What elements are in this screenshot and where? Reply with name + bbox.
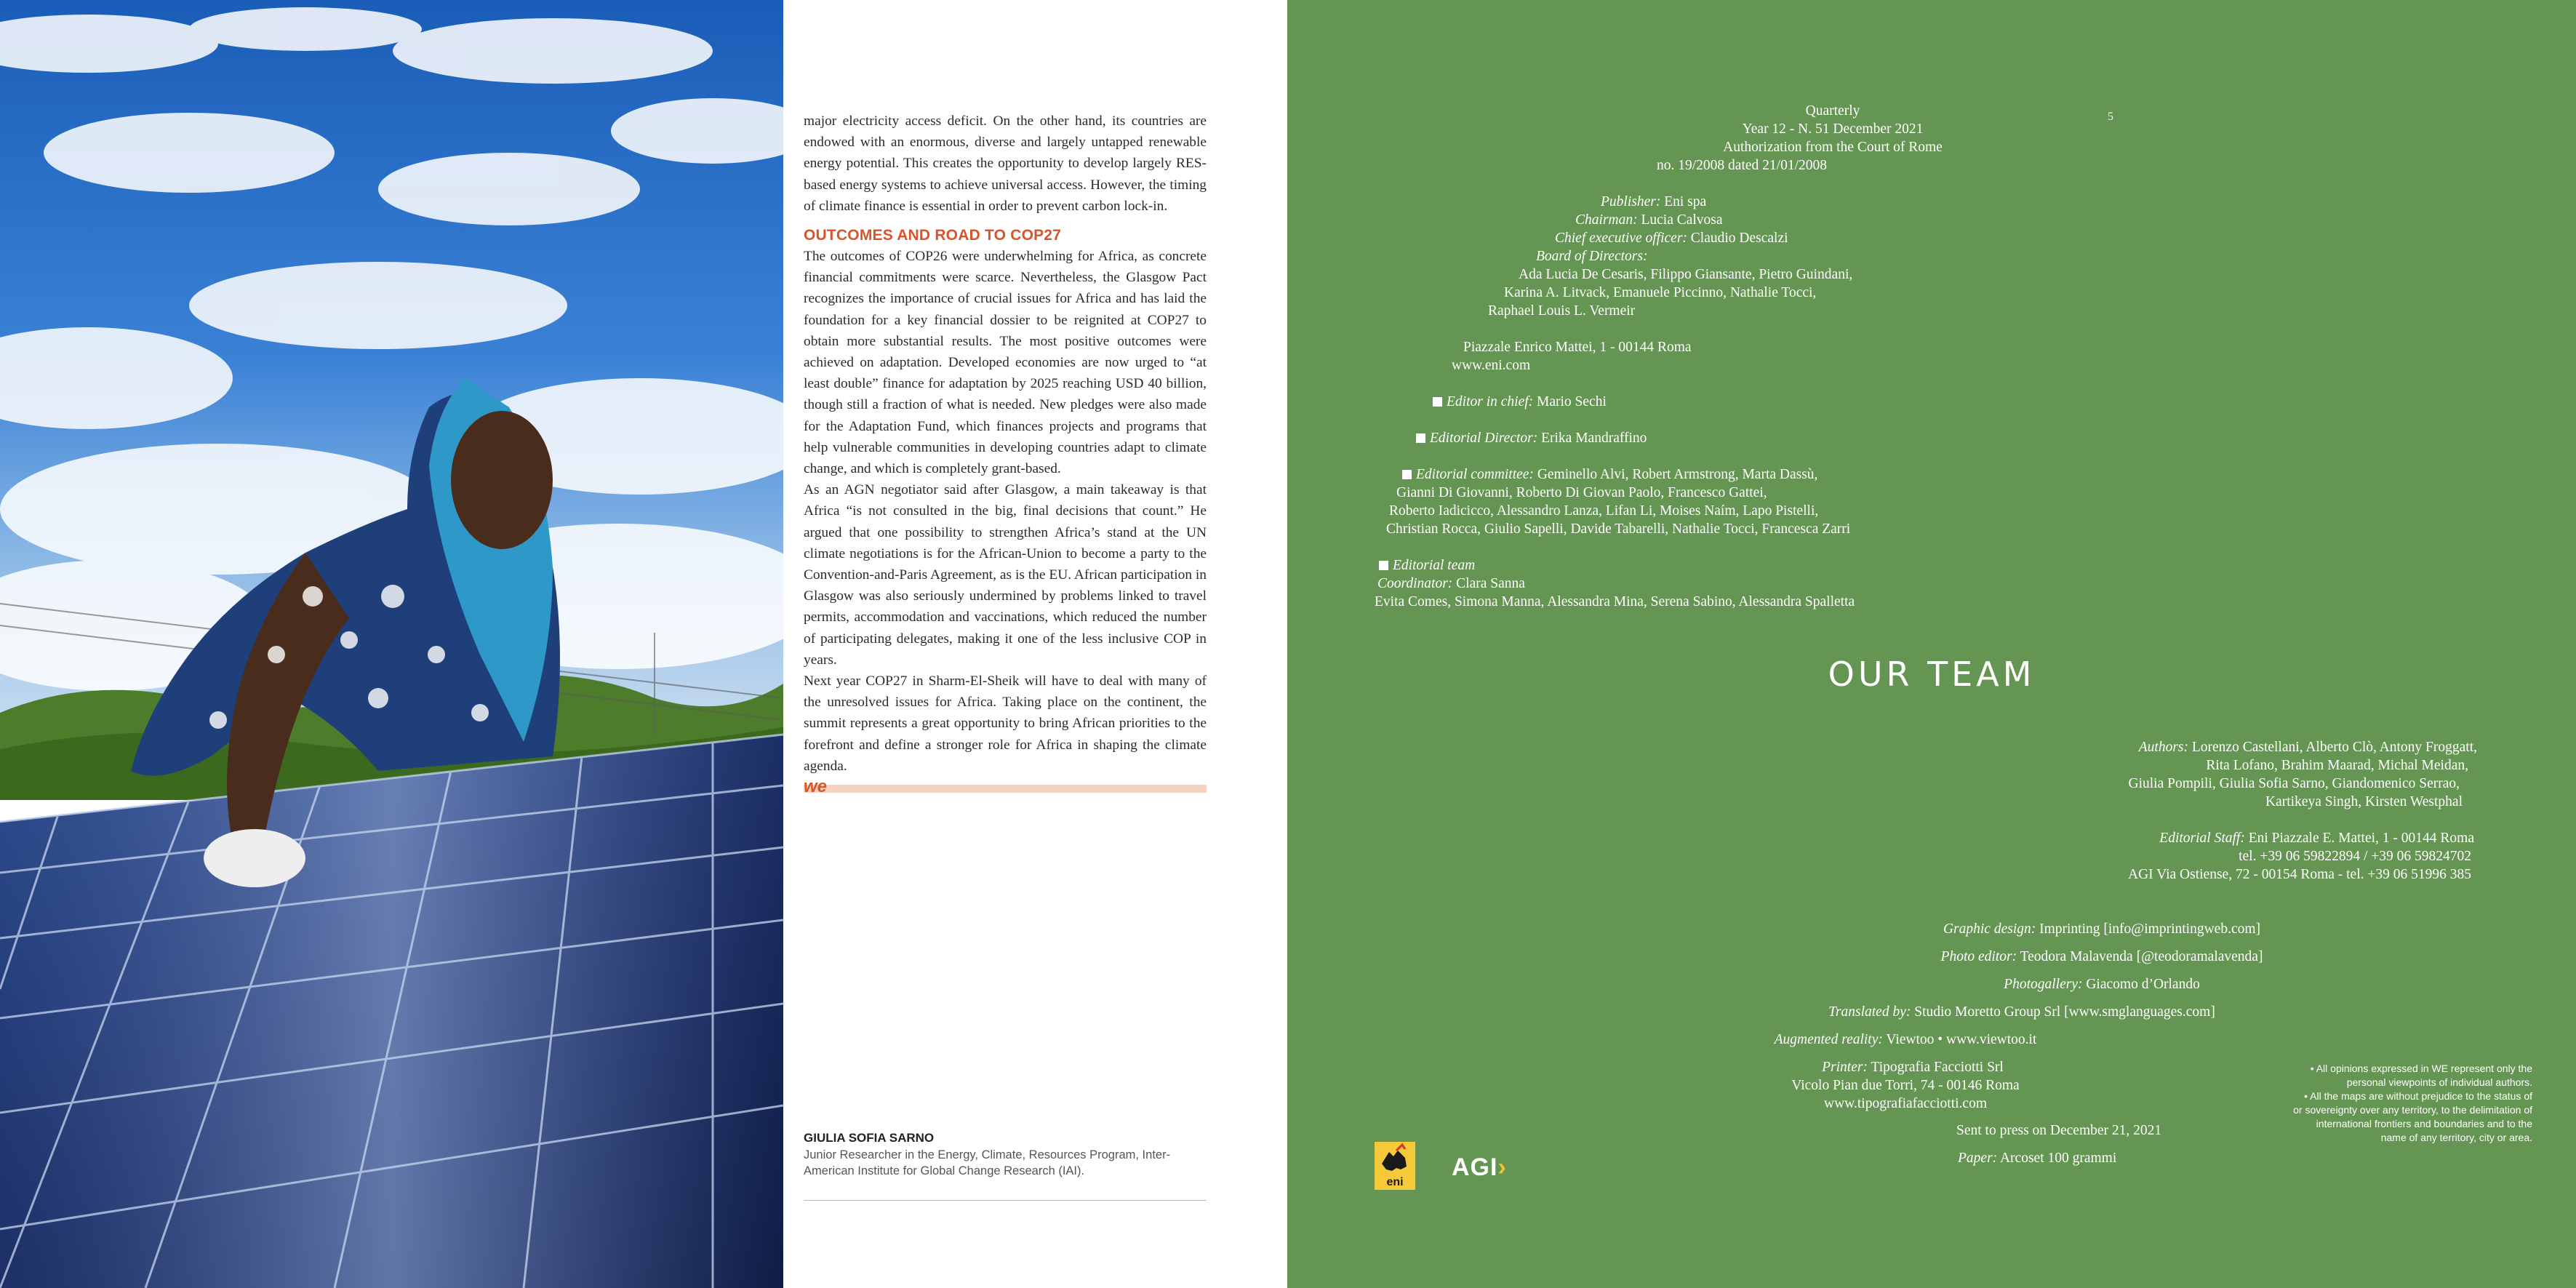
authorization-label: Authorization from the Court of Rome bbox=[1723, 140, 1943, 155]
committee-members-4: Christian Rocca, Giulio Sapelli, Davide Tabarelli, Nathalie Tocci, Francesca Zarri bbox=[1386, 521, 1851, 537]
design-value: Imprinting [info@imprintingweb.com] bbox=[2039, 921, 2261, 937]
ceo-label: Chief executive officer: bbox=[1555, 231, 1687, 246]
eni-website: www.eni.com bbox=[1452, 358, 1531, 373]
coordinator-label: Coordinator: bbox=[1377, 576, 1453, 591]
disclaimer-opinions: • All opinions expressed in WE represent only the personal viewpoints of individual authors. bbox=[2310, 1063, 2532, 1088]
photogallery-line bbox=[1804, 975, 2400, 993]
printer-web: www.tipografiafacciotti.com bbox=[1824, 1096, 1987, 1111]
design-label: Graphic design: bbox=[1943, 921, 2036, 937]
press-date: Sent to press on December 21, 2021 bbox=[1956, 1123, 2162, 1138]
director-value: Erika Mandraffino bbox=[1541, 431, 1647, 446]
solar-panel-photo bbox=[0, 0, 783, 1288]
board-label bbox=[1536, 247, 1647, 265]
author-box bbox=[804, 1131, 1207, 1179]
staff-line-2: tel. +39 06 59822894 / +39 06 59824702 bbox=[2239, 849, 2471, 864]
chairman-label: Chairman: bbox=[1575, 212, 1638, 228]
disclaimer bbox=[2292, 1062, 2532, 1145]
board-members-3: Raphael Louis L. Vermeir bbox=[1488, 303, 1636, 319]
translated-line bbox=[1724, 1003, 2320, 1021]
printer-value: Tipografia Facciotti Srl bbox=[1871, 1060, 2004, 1075]
publisher-line bbox=[1601, 193, 1706, 211]
team-members: Evita Comes, Simona Manna, Alessandra Mina, Serena Sabino, Alessandra Spalletta bbox=[1375, 594, 1855, 609]
translated-label: Translated by: bbox=[1828, 1004, 1911, 1020]
design-line bbox=[1804, 920, 2400, 938]
coordinator-line bbox=[1377, 575, 1525, 593]
printer-label: Printer: bbox=[1822, 1060, 1868, 1075]
author-name: GIULIA SOFIA SARNO bbox=[804, 1131, 935, 1145]
we-logo: we bbox=[804, 777, 828, 797]
cover-photo bbox=[0, 0, 783, 1288]
article-paragraph: Next year COP27 in Sharm-El-Sheik will have to deal with many of the unresolved issues for Africa. Taking place on the continent, the summit represents a great opportunity to bring African priorities to the forefront and define a stronger role for Africa in shaping the climate agenda. bbox=[804, 673, 1207, 774]
article-paragraph: major electricity access deficit. On the other hand, its countries are endowed with an enormous, diverse and largely untapped renewable energy potential. This creates the opportunity to develop largely RES-based energy systems to achieve universal access. However, the timing of climate finance is essential in order to prevent carbon lock-in. bbox=[804, 113, 1207, 214]
ceo-value: Claudio Descalzi bbox=[1690, 231, 1788, 246]
publisher-value: Eni spa bbox=[1664, 194, 1707, 209]
staff-line-3: AGI Via Ostiense, 72 - 00154 Roma - tel. +39 06 51996 385 bbox=[2128, 867, 2471, 882]
bullet-square-icon bbox=[1379, 561, 1388, 570]
photo-editor-value: Teodora Malavenda [@teodoramalavenda] bbox=[2020, 949, 2263, 964]
eni-logo bbox=[1375, 1142, 1415, 1193]
eni-address: Piazzale Enrico Mattei, 1 - 00144 Roma bbox=[1463, 340, 1692, 355]
ar-line bbox=[1607, 1031, 2204, 1049]
editor-line bbox=[1433, 393, 1607, 411]
team-label-line bbox=[1379, 556, 1475, 575]
author-role: Junior Researcher in the Energy, Climate, Resources Program, Inter-American Institute for Global Change Research (IAI). bbox=[804, 1148, 1171, 1177]
section-heading: OUTCOMES AND ROAD TO COP27 bbox=[804, 227, 1062, 244]
editor-label: Editor in chief: bbox=[1447, 394, 1534, 409]
divider bbox=[804, 1200, 1207, 1201]
bullet-square-icon bbox=[1416, 433, 1425, 443]
article-paragraph: As an AGN negotiator said after Glasgow, a main takeaway is that Africa “is not consulted in the big, final decisions that count.” He argued that one possibility to strengthen Africa’s stand at the UN climate negotiations is for the African-Union to become a party to the Convention-and-Paris Agreement, as is the EU. African participation in Glasgow was also seriously undermined by problems linked to travel permits, accommodation and vaccinations, which reduced the number of participating delegates, making it one of the less inclusive COP in years. bbox=[804, 482, 1207, 668]
staff-label: Editorial Staff: bbox=[2159, 831, 2245, 846]
issue-label: Year 12 - N. 51 December 2021 bbox=[1742, 121, 1924, 137]
authors-line bbox=[2139, 738, 2477, 756]
article-paragraph: The outcomes of COP26 were underwhelming for Africa, as concrete financial commitments were scarce. Nevertheless, the Glasgow Pact recognizes the importance of crucial issues for Africa and has laid the foundation for a key financial dossier to be reignited at COP27 to obtain more substantial results. The most positive outcomes were achieved on adaptation. Developed economies are now urged to “at least double” finance for adaptation by 2025 reaching USD 40 billion, though still a fraction of what is needed. New pledges were also made for the Adaptation Fund, which finances projects and programs that help vulnerable communities in developing countries adapt to climate change, and which is completely grant-based. bbox=[804, 249, 1207, 477]
chairman-value: Lucia Calvosa bbox=[1641, 212, 1723, 228]
photo-editor-line bbox=[1804, 948, 2400, 966]
eni-logo-text: eni bbox=[1386, 1176, 1404, 1188]
director-line bbox=[1416, 429, 1647, 447]
printer-line bbox=[1615, 1058, 2211, 1076]
board-members-1: Ada Lucia De Cesaris, Filippo Giansante, Pietro Guindani, bbox=[1519, 267, 1853, 282]
committee-label: Editorial committee: bbox=[1416, 467, 1534, 482]
staff-value: Eni Piazzale E. Mattei, 1 - 00144 Roma bbox=[2248, 831, 2474, 846]
authors-value: Lorenzo Castellani, Alberto Clò, Antony Froggatt, bbox=[2191, 740, 2477, 755]
registration-label: no. 19/2008 dated 21/01/2008 bbox=[1657, 158, 1827, 173]
agi-chevron-icon: › bbox=[1497, 1153, 1507, 1181]
committee-members-2: Gianni Di Giovanni, Roberto Di Giovan Paolo, Francesco Gattei, bbox=[1396, 485, 1767, 500]
eni-dog-icon bbox=[1375, 1142, 1415, 1190]
editor-value: Mario Sechi bbox=[1537, 394, 1607, 409]
printer-address: Vicolo Pian due Torri, 74 - 00146 Roma bbox=[1791, 1078, 2020, 1093]
board-label-text: Board of Directors: bbox=[1536, 249, 1648, 264]
paper-value: Arcoset 100 grammi bbox=[1999, 1151, 2117, 1166]
paper-line bbox=[1958, 1149, 2116, 1167]
authors-label: Authors: bbox=[2138, 740, 2188, 755]
authors-line-2: Rita Lofano, Brahim Maarad, Michal Meidan, bbox=[2206, 758, 2468, 773]
publisher-label: Publisher: bbox=[1601, 194, 1661, 209]
masthead-page bbox=[1287, 0, 2576, 1288]
quarterly-label: Quarterly bbox=[1805, 103, 1860, 119]
photogallery-label: Photogallery: bbox=[2004, 977, 2083, 992]
ar-label: Augmented reality: bbox=[1774, 1032, 1883, 1047]
article-body bbox=[804, 111, 1207, 797]
authors-line-4: Kartikeya Singh, Kirsten Westphal bbox=[2265, 794, 2463, 809]
article-column bbox=[783, 0, 1287, 1288]
bullet-square-icon bbox=[1402, 470, 1412, 479]
agi-logo bbox=[1452, 1153, 1507, 1182]
photo-editor-label: Photo editor: bbox=[1940, 949, 2017, 964]
committee-members-3: Roberto Iadicicco, Alessandro Lanza, Lifan Li, Moises Naím, Lapo Pistelli, bbox=[1389, 503, 1819, 519]
paper-label: Paper: bbox=[1958, 1151, 1998, 1166]
authors-line-3: Giulia Pompili, Giulia Sofia Sarno, Giandomenico Serrao, bbox=[2128, 776, 2460, 791]
team-label: Editorial team bbox=[1393, 558, 1476, 573]
director-label: Editorial Director: bbox=[1430, 431, 1538, 446]
page-title: OUR TEAM bbox=[1828, 655, 2036, 694]
article-end-mark bbox=[804, 777, 1207, 797]
board-members-2: Karina A. Litvack, Emanuele Piccinno, Nathalie Tocci, bbox=[1504, 285, 1817, 300]
coordinator-value: Clara Sanna bbox=[1456, 576, 1525, 591]
end-bar bbox=[804, 785, 1207, 793]
page-number: 5 bbox=[2108, 111, 2113, 123]
bullet-square-icon bbox=[1433, 397, 1442, 407]
staff-line bbox=[2159, 829, 2474, 847]
photogallery-value: Giacomo d’Orlando bbox=[2086, 977, 2200, 992]
committee-value: Geminello Alvi, Robert Armstrong, Marta Dassù, bbox=[1537, 467, 1818, 482]
committee-line bbox=[1402, 465, 1817, 484]
chairman-line bbox=[1575, 211, 1723, 229]
disclaimer-maps: • All the maps are without prejudice to the status of or sovereignty over any territory, to the delimitation of international frontiers and boundaries and to the name of any territory, city or area. bbox=[2293, 1090, 2532, 1143]
ar-value: Viewtoo • www.viewtoo.it bbox=[1886, 1032, 2037, 1047]
translated-value: Studio Moretto Group Srl [www.smglanguages.com] bbox=[1914, 1004, 2215, 1020]
agi-logo-text: AGI bbox=[1452, 1153, 1498, 1181]
ceo-line bbox=[1555, 229, 1788, 247]
